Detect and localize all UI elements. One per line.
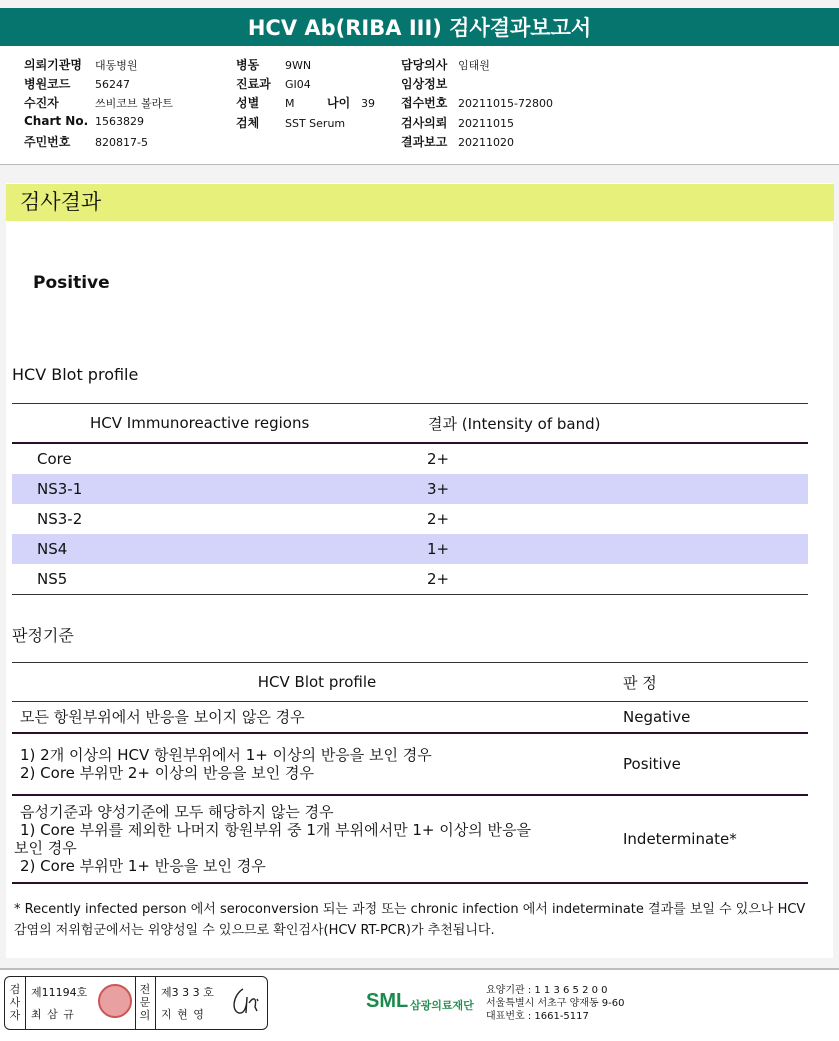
info-field [401,133,514,150]
info-field [24,75,130,92]
address-line: 요양기관 : 1 1 3 6 5 2 0 0 [486,985,608,996]
criteria-cell [12,733,615,795]
info-label: 담당의사 [401,58,448,72]
info-value: 39 [361,97,375,110]
info-value: GI04 [285,78,311,91]
info-value: SST Serum [285,117,346,130]
signature-box [4,976,268,1030]
criteria-line: 2) Core 부위만 1+ 반응을 보인 경우 [20,857,266,875]
criteria-line: 1) 2개 이상의 HCV 항원부위에서 1+ 이상의 반응을 보인 경우 [20,746,432,764]
region-cell: NS3-1 [12,474,427,504]
info-label: 검사의뢰 [401,116,448,130]
table-row [12,702,808,734]
specialist-name: 지 현 영 [161,1008,205,1021]
region-cell: Core [37,450,72,468]
overall-result: Positive [33,273,110,293]
footnote: * Recently infected person 에서 seroconversion 되는 과정 또는 chronic infection 에서 indeterminate 결과를 보일 수 있으나 HCV 감염의 저위험군에서는 위양성일 수 있으므로 확인검사(HCV RT-PCR)가 추천됩니다. [14,902,806,938]
info-label: 진료과 [236,77,271,91]
criteria-title: 판정기준 [12,626,74,645]
info-value: 820817-5 [95,136,148,149]
address-line: 서울특별시 서초구 양재동 9-60 [486,998,625,1009]
info-value: 20211020 [458,136,514,149]
info-field [236,56,311,73]
info-field [24,56,138,73]
info-value: 1563829 [95,115,144,128]
criteria-cell [12,702,615,734]
signature-icon [227,985,263,1019]
info-label: Chart No. [24,114,89,128]
judgement-cell: Indeterminate* [615,795,808,883]
blot-header-region: HCV Immunoreactive regions [12,404,427,444]
info-label: 병동 [236,58,260,72]
region-cell: NS3-2 [37,510,83,528]
info-label: 임상정보 [401,77,448,91]
info-value: 쓰비코브 볼라트 [95,97,173,110]
judgement-cell: Positive [615,733,808,795]
info-value: 20211015 [458,117,514,130]
specialist-label: 전문의 [139,983,151,1022]
blot-profile-title: HCV Blot profile [12,365,139,384]
table-row [12,474,808,504]
specialist-license: 제3 3 3 호 [161,986,214,999]
info-field [401,94,553,111]
info-label: 검체 [236,116,260,130]
criteria-line: 2) Core 부위만 2+ 이상의 반응을 보인 경우 [20,764,314,782]
patient-info [0,46,839,165]
table-row [12,795,808,883]
intensity-cell: 2+ [427,564,808,595]
company-address [486,984,625,1023]
info-field [236,114,345,131]
report-title: HCV Ab(RIBA III) 검사결과보고서 [0,8,839,46]
result-content [6,183,833,958]
blot-table [12,403,808,595]
tester-label: 검사자 [9,983,21,1022]
info-field [401,114,514,131]
criteria-line: 1) Core 부위를 제외한 나머지 항원부위 중 1개 부위에서만 1+ 이상의 반응을 [20,821,531,839]
info-value: 대동병원 [95,59,138,72]
info-value: 56247 [95,78,130,91]
criteria-line: 음성기준과 양성기준에 모두 해당하지 않는 경우 [20,803,334,821]
section-title: 검사결과 [6,184,834,221]
info-field [236,75,311,92]
table-row [12,443,808,474]
info-label: 의뢰기관명 [24,58,82,72]
address-line: 대표번호 : 1661-5117 [486,1011,589,1022]
info-value: 임태원 [458,59,490,72]
criteria-header-profile: HCV Blot profile [12,663,615,702]
info-field [401,56,490,73]
info-value: 9WN [285,59,312,72]
age-field [327,94,375,111]
info-label: 병원코드 [24,77,71,91]
tester-name: 최 삼 규 [31,1008,75,1021]
info-label: 나이 [327,96,351,110]
table-row [12,564,808,595]
info-label: 주민번호 [24,135,71,149]
info-field [401,75,458,92]
info-field [24,114,144,128]
criteria-line: 보인 경우 [14,839,77,857]
info-field [24,133,148,150]
tester-license: 제11194호 [31,986,88,999]
intensity-cell: 1+ [427,534,808,564]
intensity-cell: 3+ [427,474,808,504]
judgement-cell: Negative [615,702,808,734]
criteria-header-judgement: 판 정 [615,663,808,702]
info-value: 20211015-72800 [458,97,553,110]
logo-text: 삼광의료재단 [410,999,474,1012]
info-label: 수진자 [24,96,59,110]
sml-logo: SML [366,990,409,1012]
seal-stamp-icon [98,984,132,1018]
info-field [236,94,295,111]
table-row [12,504,808,534]
info-label: 접수번호 [401,96,448,110]
region-cell: NS4 [12,534,427,564]
region-cell: NS5 [12,564,427,595]
table-row [12,733,808,795]
info-label: 결과보고 [401,135,448,149]
blot-header-result: 결과 (Intensity of band) [427,404,808,444]
report-footer [0,968,839,1041]
criteria-line: 모든 항원부위에서 반응을 보이지 않은 경우 [20,708,305,726]
info-label: 성별 [236,96,260,110]
criteria-table [12,662,808,884]
info-value: M [285,97,295,110]
info-field [24,94,173,111]
criteria-cell [12,795,615,883]
table-row [12,534,808,564]
intensity-cell: 2+ [427,450,450,468]
intensity-cell: 2+ [427,510,450,528]
